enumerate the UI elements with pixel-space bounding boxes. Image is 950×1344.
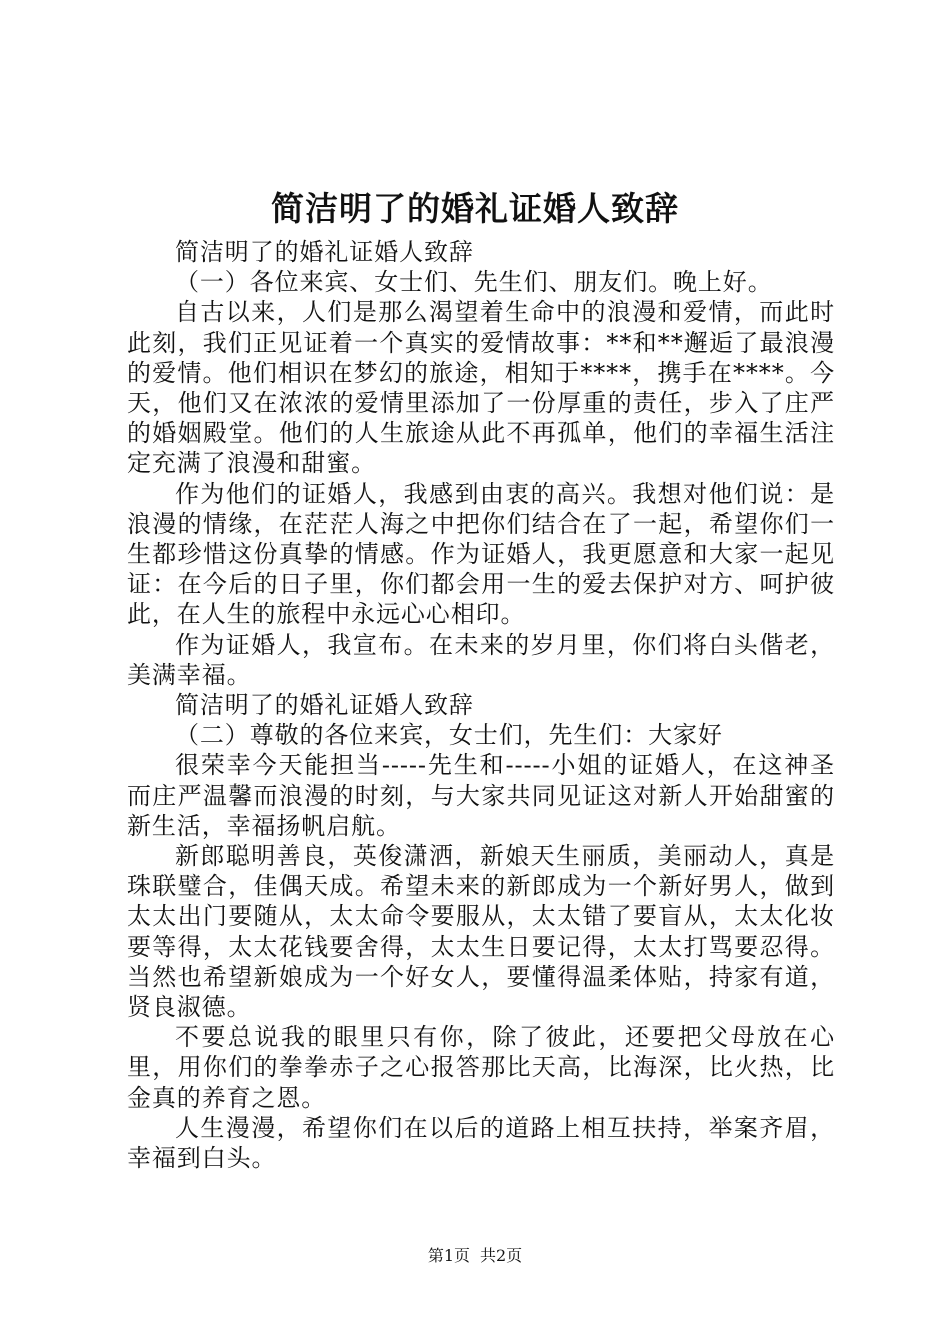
page-number: 第1页 [427, 1246, 470, 1265]
page-footer [0, 1244, 950, 1268]
paragraph: 自古以来，人们是那么渴望着生命中的浪漫和爱情，而此时此刻，我们正见证着一个真实的爱情故事：**和**邂逅了最浪漫的爱情。他们相识在梦幻的旅途，相知于****，携手在****。今天，他们又在浓浓的爱情里添加了一份厚重的责任，步入了庄严的婚姻殿堂。他们的人生旅途从此不再孤单，他们的幸福生活注定充满了浪漫和甜蜜。 [127, 298, 835, 478]
paragraph: 新郎聪明善良，英俊潇洒，新娘天生丽质，美丽动人，真是珠联璧合，佳偶天成。希望未来的新郎成为一个新好男人，做到太太出门要随从，太太命令要服从，太太错了要盲从，太太化妆要等得，太太花钱要舍得，太太生日要记得，太太打骂要忍得。当然也希望新娘成为一个好女人，要懂得温柔体贴，持家有道，贤良淑德。 [127, 842, 835, 1022]
paragraph-greeting-1: （一）各位来宾、女士们、先生们、朋友们。晚上好。 [175, 268, 773, 297]
document-title: 简洁明了的婚礼证婚人致辞 [271, 189, 679, 228]
page-count: 共2页 [480, 1246, 523, 1265]
paragraph-subtitle-1: 简洁明了的婚礼证婚人致辞 [175, 238, 474, 266]
paragraph: 作为他们的证婚人，我感到由衷的高兴。我想对他们说：是浪漫的情缘，在茫茫人海之中把你们结合在了一起，希望你们一生都珍惜这份真挚的情感。作为证婚人，我更愿意和大家一起见证：在今后的日子里，你们都会用一生的爱去保护对方、呵护彼此，在人生的旅程中永远心心相印。 [127, 479, 835, 629]
document-body [127, 237, 835, 1173]
paragraph-greeting-2: （二）尊敬的各位来宾，女士们，先生们：大家好 [175, 721, 723, 750]
paragraph: 作为证婚人，我宣布。在未来的岁月里，你们将白头偕老，美满幸福。 [127, 630, 835, 689]
paragraph: 很荣幸今天能担当-----先生和-----小姐的证婚人，在这神圣而庄严温馨而浪漫的时刻，与大家共同见证这对新人开始甜蜜的新生活，幸福扬帆启航。 [127, 751, 835, 840]
paragraph-subtitle-2: 简洁明了的婚礼证婚人致辞 [175, 691, 474, 720]
paragraph: 不要总说我的眼里只有你，除了彼此，还要把父母放在心里，用你们的拳拳赤子之心报答那比天高，比海深，比火热，比金真的养育之恩。 [127, 1023, 835, 1112]
paragraph: 人生漫漫，希望你们在以后的道路上相互扶持，举案齐眉，幸福到白头。 [127, 1113, 835, 1173]
